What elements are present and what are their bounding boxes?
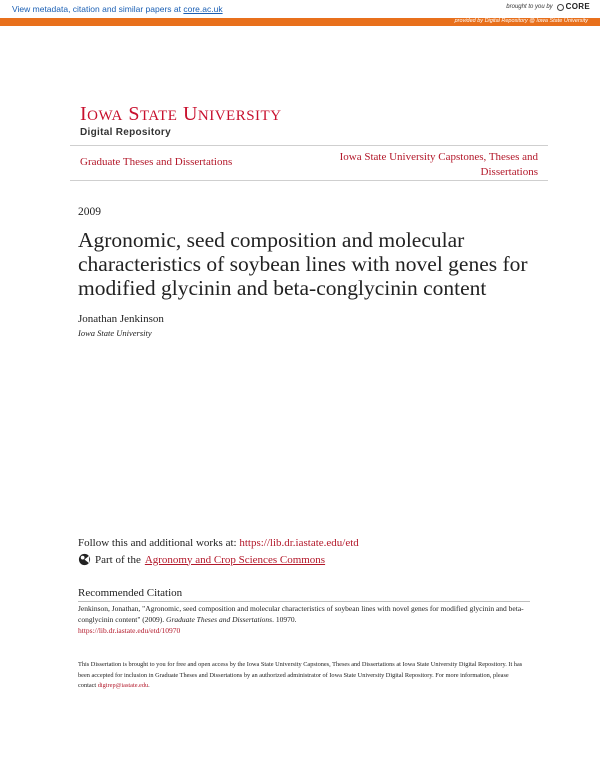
digital-repository-label: Digital Repository <box>80 127 171 138</box>
part-of-line: Part of the Agronomy and Crop Sciences Commons <box>78 553 325 566</box>
recommended-citation-heading: Recommended Citation <box>78 587 183 599</box>
follow-works-line: Follow this and additional works at: https://lib.dr.iastate.edu/etd <box>78 537 359 549</box>
etd-url-link[interactable]: https://lib.dr.iastate.edu/etd <box>239 537 359 549</box>
recommended-citation: Jenkinson, Jonathan, "Agronomic, seed composition and molecular characteristics of soybean lines with novel genes for modified glycinin and beta-conglycinin content" (2009). Graduate Theses and Dissertations. 10970. https://lib.dr.iastate.edu/etd/10970 <box>78 604 524 635</box>
core-logo-icon <box>556 3 564 11</box>
graduate-theses-link[interactable]: Graduate Theses and Dissertations <box>80 156 233 168</box>
author-name: Jonathan Jenkinson <box>78 313 164 325</box>
provider-text: provided by Digital Repository @ Iowa State University <box>454 18 588 24</box>
contact-email-link[interactable]: digirep@iastate.edu <box>97 682 149 689</box>
core-metadata-notice: View metadata, citation and similar papers at core.ac.uk <box>12 4 223 14</box>
document-title: Agronomic, seed composition and molecular characteristics of soybean lines with novel genes for modified glycinin and beta-conglycinin content <box>78 228 528 300</box>
citation-url-link[interactable]: https://lib.dr.iastate.edu/etd/10970 <box>78 626 181 635</box>
capstones-link[interactable]: Iowa State University Capstones, Theses and Dissertations <box>339 151 538 178</box>
provider-bar <box>0 18 600 26</box>
commons-network-icon <box>78 553 91 566</box>
core-banner <box>0 0 600 18</box>
isu-logo <box>80 104 282 138</box>
agronomy-commons-link[interactable]: Agronomy and Crop Sciences Commons <box>144 553 326 566</box>
isu-logo-wordmark: IOWA STATE UNIVERSITY <box>80 103 282 125</box>
publication-year: 2009 <box>78 206 101 218</box>
core-link[interactable]: core.ac.uk <box>183 4 223 14</box>
author-affiliation: Iowa State University <box>78 328 152 338</box>
divider <box>78 601 530 602</box>
repository-notice: This Dissertation is brought to you for free and open access by the Iowa State University Capstones, Theses and Dissertations at Iowa State University Digital Repository. It has been accepted for inclusion in Graduate Theses and Dissertations by an authorized administrator of Iowa State University Digital Repository. For more information, please contact digirep@iastate.edu. <box>78 661 523 689</box>
core-brought-by: brought to you by CORE <box>506 2 590 11</box>
divider <box>70 180 548 181</box>
divider <box>70 145 548 146</box>
core-logo[interactable]: CORE <box>556 2 590 11</box>
